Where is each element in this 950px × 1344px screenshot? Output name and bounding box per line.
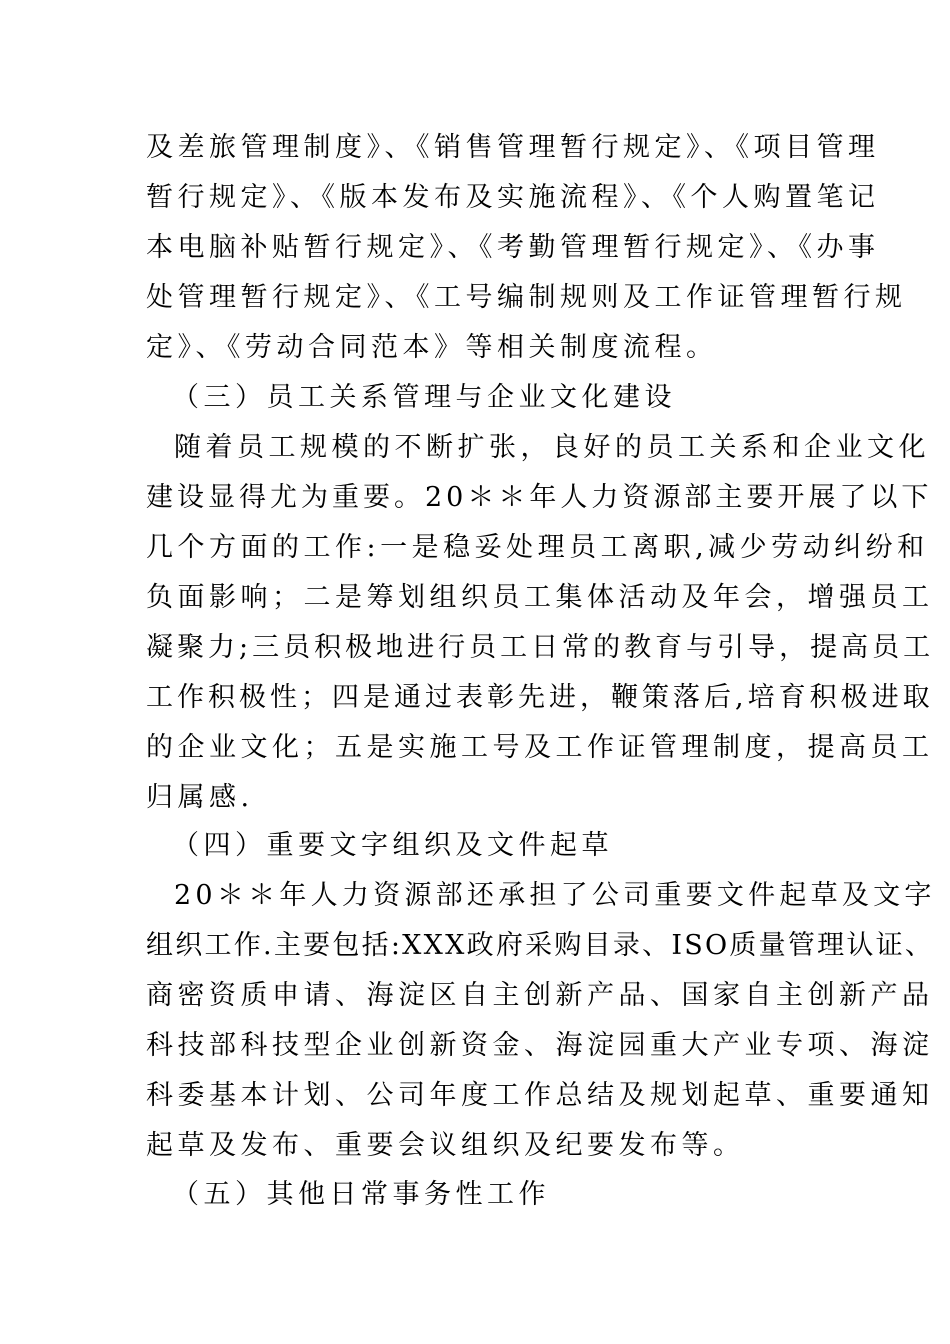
section-heading: （四）重要文字组织及文件起草 [172, 830, 613, 861]
paragraph-line: 起草及发布、重要会议组织及纪要发布等。 [146, 1130, 745, 1161]
paragraph-line: 随着员工规模的不断扩张，良好的员工关系和企业文化 [174, 432, 930, 463]
paragraph-line: 负面影响；二是筹划组织员工集体活动及年会，增强员工 [146, 582, 934, 613]
paragraph-line: 商密资质申请、海淀区自主创新产品、国家自主创新产品 [146, 980, 934, 1011]
paragraph-line: 20＊＊年人力资源部还承担了公司重要文件起草及文字 [174, 880, 936, 911]
paragraph-line: 处管理暂行规定》、《工号编制规则及工作证管理暂行规 [146, 282, 907, 313]
paragraph-line: 及差旅管理制度》、《销售管理暂行规定》、《项目管理 [146, 132, 880, 163]
paragraph-line: 暂行规定》、《版本发布及实施流程》、《个人购置笔记 [146, 182, 880, 213]
paragraph-line: 科委基本计划、公司年度工作总结及规划起草、重要通知 [146, 1080, 934, 1111]
paragraph-line: 几个方面的工作:一是稳妥处理员工离职,减少劳动纠纷和 [146, 532, 929, 563]
paragraph-line: 工作积极性；四是通过表彰先进，鞭策落后,培育积极进取 [146, 682, 934, 713]
paragraph-line: 的企业文化；五是实施工号及工作证管理制度，提高员工 [146, 732, 934, 763]
paragraph-line: 定》、《劳动合同范本》等相关制度流程。 [146, 332, 718, 363]
section-heading: （三）员工关系管理与企业文化建设 [172, 382, 676, 413]
paragraph-line: 凝聚力;三员积极地进行员工日常的教育与引导，提高员工 [146, 632, 935, 663]
paragraph-line: 组织工作.主要包括:XXX政府采购目录、ISO质量管理认证、 [146, 930, 935, 961]
paragraph-line: 建设显得尤为重要。20＊＊年人力资源部主要开展了以下 [146, 482, 933, 513]
paragraph-line: 科技部科技型企业创新资金、海淀园重大产业专项、海淀 [146, 1030, 934, 1061]
paragraph-line: 归属感. [146, 782, 254, 813]
paragraph-line: 本电脑补贴暂行规定》、《考勤管理暂行规定》、《办事 [146, 232, 880, 263]
section-heading: （五）其他日常事务性工作 [172, 1179, 550, 1210]
